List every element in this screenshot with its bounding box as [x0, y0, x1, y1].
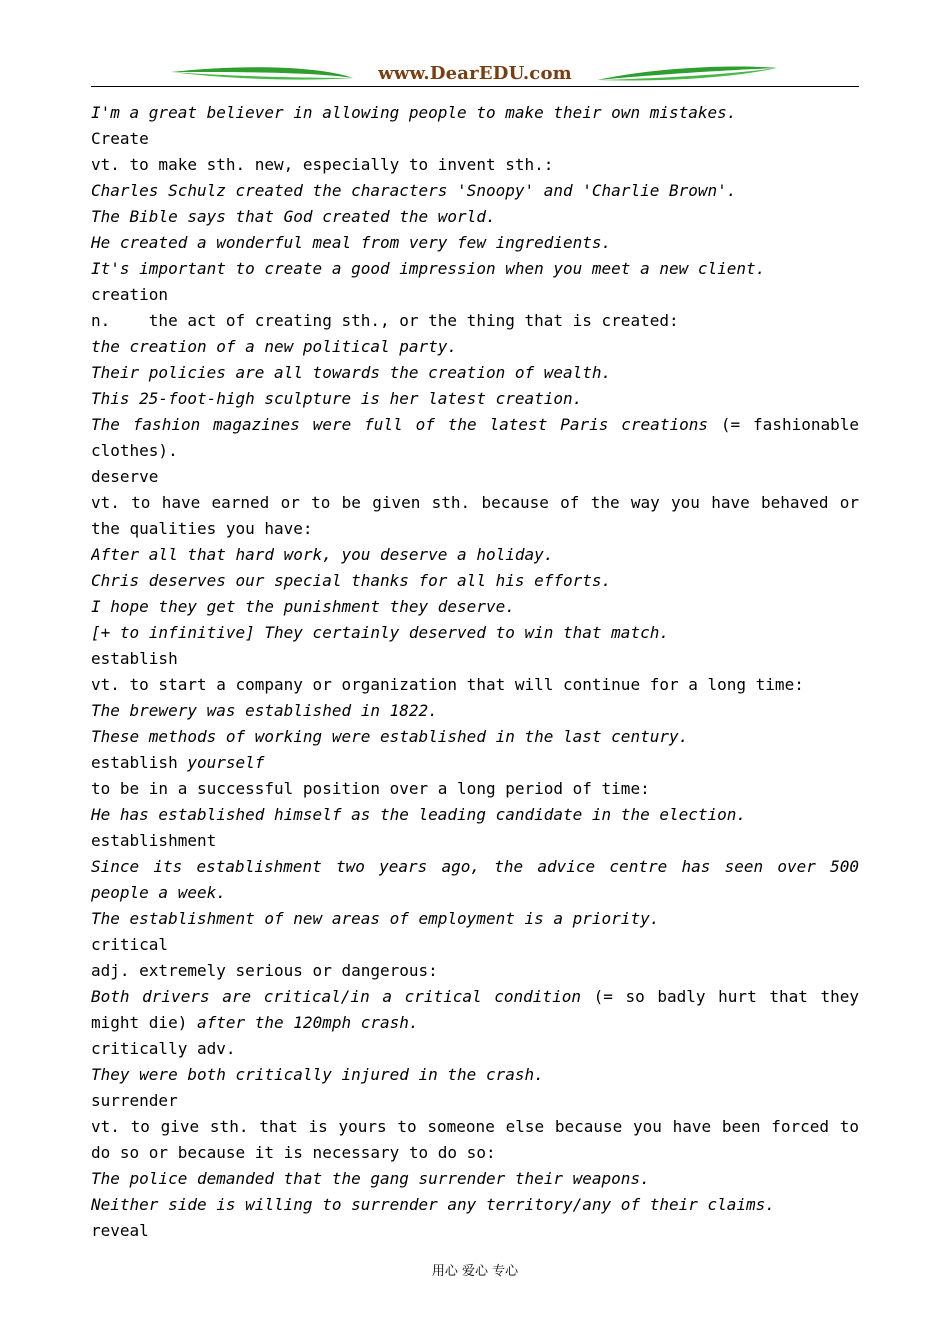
definition-text: vt. to start a company or organization that will continue for a long time:: [91, 675, 804, 694]
page-header: [91, 58, 859, 90]
logo-text: www.DearEDU.com: [378, 63, 572, 84]
example-text: The establishment of new areas of employment is a priority.: [91, 909, 660, 928]
example-text: He has established himself as the leading candidate in the election.: [91, 805, 747, 824]
text-line: [91, 360, 859, 386]
text-line: [91, 1010, 859, 1036]
text-line: [91, 672, 859, 698]
example-text: Chris deserves our special thanks for all his efforts.: [91, 571, 612, 590]
text-line: [91, 490, 859, 516]
text-line: [91, 802, 859, 828]
example-text: I hope they get the punishment they deserve.: [91, 597, 515, 616]
text-line: [91, 386, 859, 412]
text-line: [91, 1062, 859, 1088]
example-text: Neither side is willing to surrender any territory/any of their claims.: [91, 1195, 775, 1214]
text-line: [91, 568, 859, 594]
text-line: [91, 1036, 859, 1062]
text-line: [91, 776, 859, 802]
definition-text: n. the act of creating sth., or the thing that is created:: [91, 311, 679, 330]
example-text: This 25-foot-high sculpture is her latest creation.: [91, 389, 583, 408]
text-line: [91, 100, 859, 126]
example-text: These methods of working were established in the last century.: [91, 727, 689, 746]
text-line: [91, 620, 859, 646]
example-text: The brewery was established in 1822.: [91, 701, 438, 720]
example-text: I'm a great believer in allowing people to make their own mistakes.: [91, 103, 737, 122]
definition-text: vt. to give sth. that is yours to someone else because you have been forced to: [91, 1117, 859, 1136]
text-line: [91, 594, 859, 620]
definition-text: Create: [91, 129, 149, 148]
definition-text: deserve: [91, 467, 159, 486]
text-line: [91, 1140, 859, 1166]
example-text: They were both critically injured in the crash.: [91, 1065, 544, 1084]
definition-text: surrender: [91, 1091, 178, 1110]
text-line: [91, 230, 859, 256]
definition-text: vt. to make sth. new, especially to invent sth.:: [91, 155, 554, 174]
text-line: [91, 724, 859, 750]
text-line: [91, 1088, 859, 1114]
definition-text: the qualities you have:: [91, 519, 313, 538]
text-line: [91, 412, 859, 438]
text-line: [91, 308, 859, 334]
text-line: [91, 984, 859, 1010]
definition-text: (= fashionable: [720, 415, 859, 434]
example-text: It's important to create a good impression when you meet a new client.: [91, 259, 766, 278]
example-text: yourself: [187, 753, 265, 772]
example-text: Charles Schulz created the characters 'Snoopy' and 'Charlie Brown'.: [91, 181, 737, 200]
header-divider: [91, 86, 859, 87]
example-text: people a week.: [91, 883, 226, 902]
text-line: [91, 178, 859, 204]
definition-text: establish: [91, 753, 188, 772]
example-text: The police demanded that the gang surrender their weapons.: [91, 1169, 650, 1188]
text-line: [91, 854, 859, 880]
text-line: [91, 1218, 859, 1244]
text-line: [91, 906, 859, 932]
text-line: [91, 646, 859, 672]
page-footer: 用心 爱心 专心: [431, 1264, 519, 1279]
text-line: [91, 334, 859, 360]
text-line: [91, 828, 859, 854]
definition-text: do so or because it is necessary to do so:: [91, 1143, 496, 1162]
text-line: [91, 698, 859, 724]
definition-text: establish: [91, 649, 178, 668]
text-line: [91, 126, 859, 152]
definition-text: might die): [91, 1013, 197, 1032]
example-text: After all that hard work, you deserve a holiday.: [91, 545, 554, 564]
example-text: the creation of a new political party.: [91, 337, 458, 356]
text-line: [91, 932, 859, 958]
text-line: [91, 464, 859, 490]
text-line: [91, 256, 859, 282]
definition-text: critically adv.: [91, 1039, 236, 1058]
example-text: He created a wonderful meal from very few ingredients.: [91, 233, 612, 252]
text-line: [91, 438, 859, 464]
example-text: Their policies are all towards the creation of wealth.: [91, 363, 612, 382]
text-line: [91, 750, 859, 776]
definition-text: establishment: [91, 831, 217, 850]
definition-text: vt. to have earned or to be given sth. because of the way you have behaved or: [91, 493, 859, 512]
text-line: [91, 1114, 859, 1140]
example-text: Both drivers are critical/in a critical condition: [91, 987, 594, 1006]
text-line: [91, 880, 859, 906]
definition-text: critical: [91, 935, 169, 954]
definition-text: creation: [91, 285, 169, 304]
example-text: [+ to infinitive] They certainly deserved to win that match.: [91, 623, 669, 642]
text-line: [91, 958, 859, 984]
example-text: after the 120mph crash.: [196, 1013, 419, 1032]
left-swoosh: [171, 67, 353, 78]
text-line: [91, 516, 859, 542]
text-line: [91, 204, 859, 230]
example-text: The Bible says that God created the world.: [91, 207, 496, 226]
text-line: [91, 1192, 859, 1218]
definition-text: reveal: [91, 1221, 149, 1240]
text-line: [91, 542, 859, 568]
vocabulary-content: [91, 100, 859, 1244]
definition-text: (= so badly hurt that they: [593, 987, 859, 1006]
text-line: [91, 282, 859, 308]
example-text: The fashion magazines were full of the latest Paris creations: [91, 415, 721, 434]
text-line: [91, 152, 859, 178]
definition-text: to be in a successful position over a long period of time:: [91, 779, 650, 798]
definition-text: adj. extremely serious or dangerous:: [91, 961, 438, 980]
definition-text: clothes).: [91, 441, 178, 460]
example-text: Since its establishment two years ago, the advice centre has seen over 500: [91, 857, 859, 876]
text-line: [91, 1166, 859, 1192]
